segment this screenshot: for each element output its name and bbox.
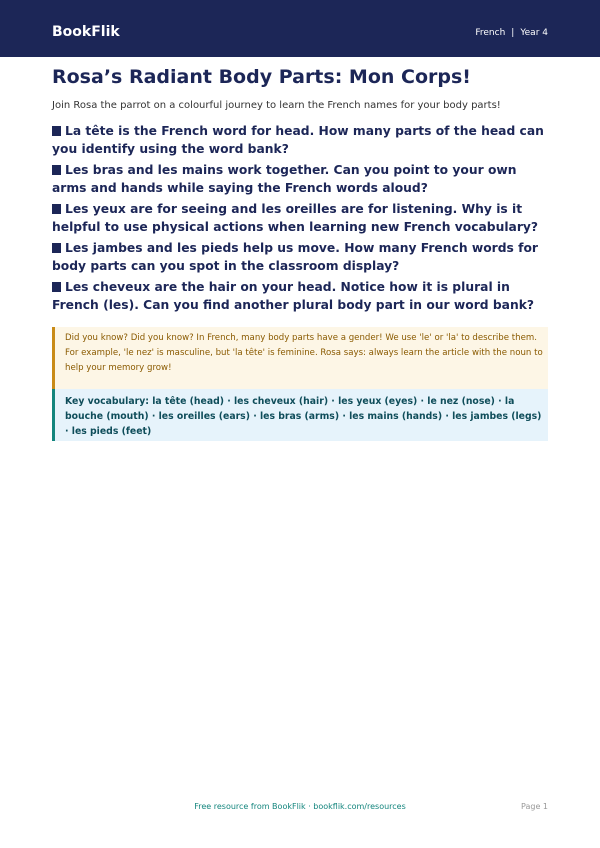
square-bullet-icon [52,165,61,175]
question-text: Les bras and les mains work together. Can you point to your own arms and hands while saying the French words aloud? [52,163,517,195]
question-text: Les cheveux are the hair on your head. Notice how it is plural in French (les). Can you find another plural body part in our word bank? [52,280,535,312]
question-item [52,239,552,275]
year-label: Year 4 [520,28,548,38]
brand-logo[interactable]: BookFlik [52,24,120,40]
square-bullet-icon [52,243,61,253]
question-item [52,200,552,236]
did-you-know-box: Did you know? Did you know? In French, many body parts have a gender! We use 'le' or 'la' to describe them. For example, 'le nez' is masculine, but 'la tête' is feminine. Rosa says: always learn the article with the noun to help your memory grow! [52,327,548,389]
question-item [52,122,552,158]
square-bullet-icon [52,126,61,136]
question-list [52,122,552,317]
key-vocabulary-box: Key vocabulary: la tête (head) · les cheveux (hair) · les yeux (eyes) · le nez (nose) · la bouche (mouth) · les oreilles (ears) · les bras (arms) · les mains (hands) · les jambes (legs) · les pieds (feet) [52,389,548,441]
question-item [52,278,552,314]
intro-text: Join Rosa the parrot on a colourful journey to learn the French names for your body parts! [52,100,501,111]
meta-separator: | [511,28,515,38]
header-bar [0,0,600,57]
question-text: La tête is the French word for head. How many parts of the head can you identify using the word bank? [52,124,544,156]
subject-label: French [475,28,506,38]
subject-year-label [475,26,548,40]
square-bullet-icon [52,282,61,292]
footer-link[interactable]: Free resource from BookFlik · bookflik.com/resources [194,802,406,811]
question-text: Les jambes and les pieds help us move. How many French words for body parts can you spot in the classroom display? [52,241,538,273]
square-bullet-icon [52,204,61,214]
question-text: Les yeux are for seeing and les oreilles are for listening. Why is it helpful to use physical actions when learning new French vocabulary? [52,202,539,234]
question-item [52,161,552,197]
page-title: Rosa’s Radiant Body Parts: Mon Corps! [52,66,471,88]
page-number: Page 1 [521,802,548,811]
